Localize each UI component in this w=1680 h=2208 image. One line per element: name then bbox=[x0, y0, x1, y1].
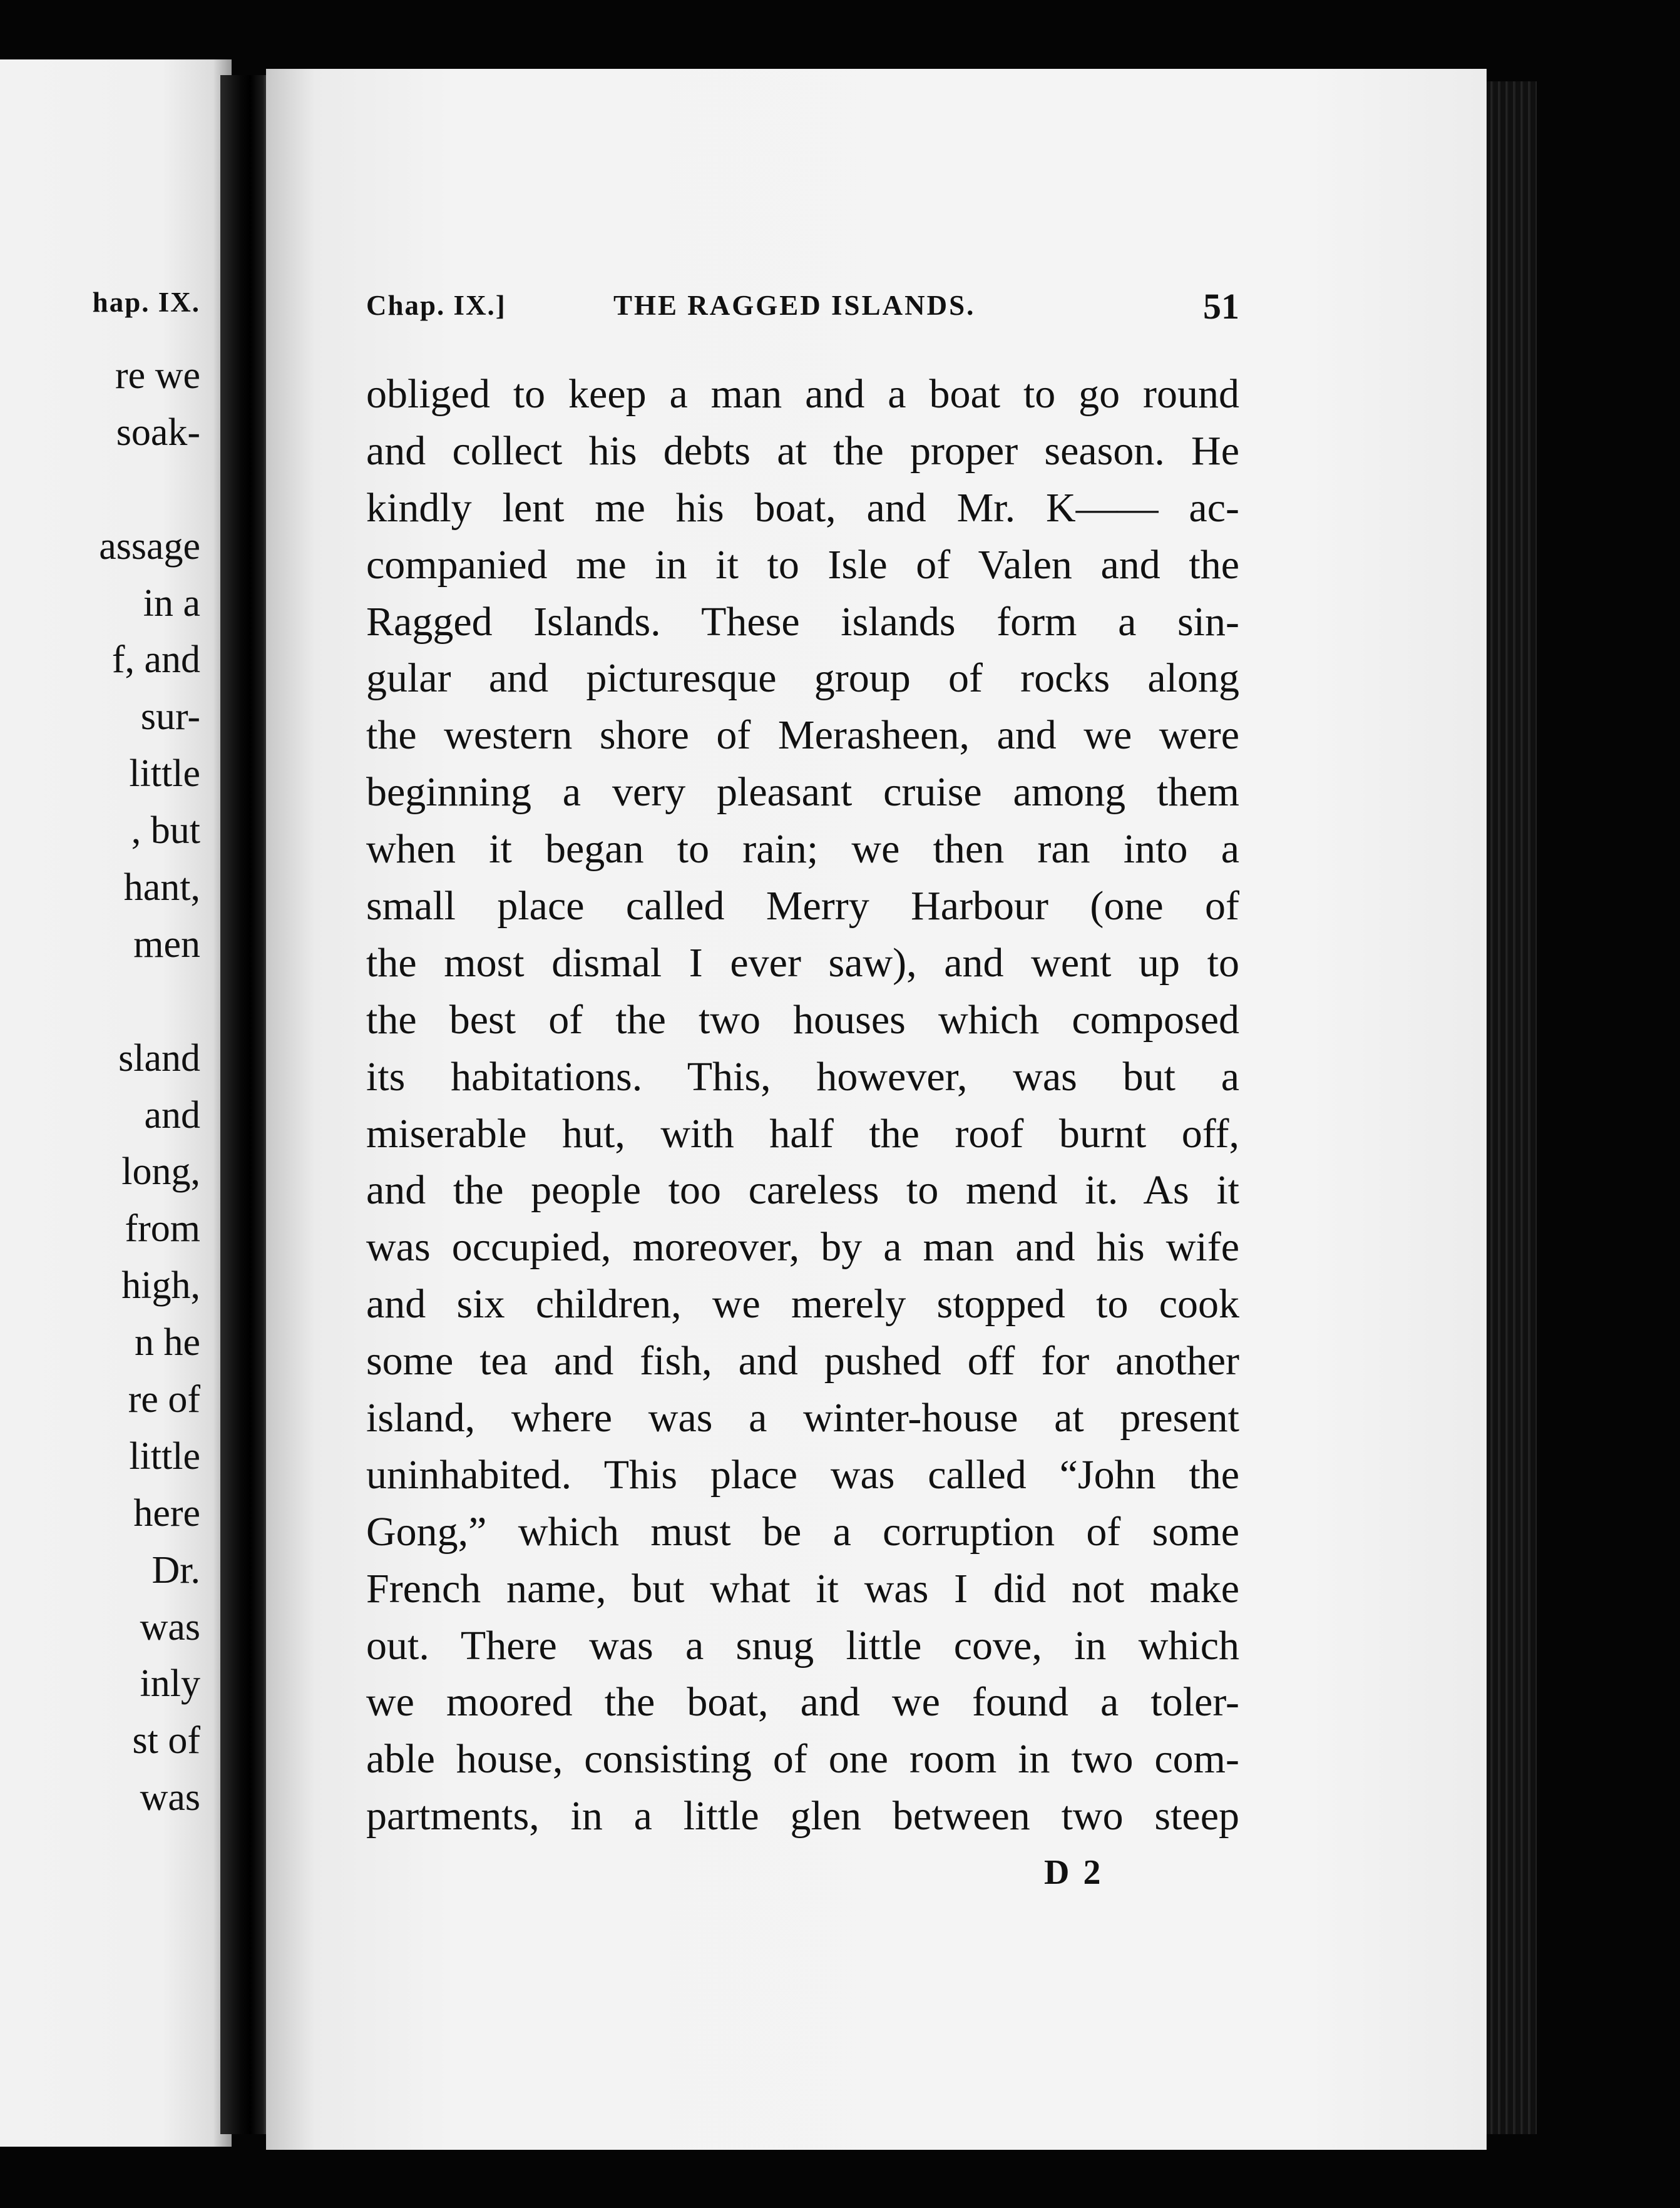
left-page-line: hant, bbox=[123, 866, 200, 909]
text-line: kindly lent me his boat, and Mr. K—— ac- bbox=[366, 484, 1239, 531]
text-line: Ragged Islands. These islands form a sin- bbox=[366, 598, 1239, 645]
left-page-line: in a bbox=[143, 581, 200, 625]
left-page-line: sland bbox=[118, 1036, 200, 1080]
text-line: was occupied, moreover, by a man and his wife bbox=[366, 1224, 1239, 1270]
text-line: the western shore of Merasheen, and we were bbox=[366, 712, 1239, 759]
left-page-line: little bbox=[129, 1434, 200, 1478]
text-line: the most dismal I ever saw), and went up to bbox=[366, 939, 1239, 986]
text-line: and collect his debts at the proper season. He bbox=[366, 427, 1239, 474]
left-page-line: sur- bbox=[140, 695, 200, 739]
left-page-line: long, bbox=[121, 1150, 200, 1193]
text-line: French name, but what it was I did not make bbox=[366, 1565, 1239, 1612]
left-page-line: from bbox=[125, 1207, 200, 1250]
text-line: gular and picturesque group of rocks along bbox=[366, 655, 1239, 702]
chapter-label: Chap. IX.] bbox=[366, 290, 506, 321]
text-line: uninhabited. This place was called “John the bbox=[366, 1451, 1239, 1498]
left-page-line: re of bbox=[128, 1378, 200, 1421]
text-line: when it began to rain; we then ran into a bbox=[366, 826, 1239, 872]
text-line: out. There was a snug little cove, in which bbox=[366, 1622, 1239, 1669]
body-text bbox=[366, 366, 1239, 1845]
left-page-running-head: hap. IX. bbox=[92, 287, 200, 318]
left-page-line: re we bbox=[115, 354, 200, 397]
left-page-line: n he bbox=[134, 1321, 200, 1364]
left-page-line: little bbox=[129, 752, 200, 795]
signature-mark: D 2 bbox=[1044, 1853, 1104, 1892]
page-number: 51 bbox=[1203, 286, 1239, 327]
left-page-text bbox=[99, 347, 200, 1826]
left-page-line: was bbox=[140, 1605, 200, 1648]
left-facing-page bbox=[0, 59, 232, 2147]
page-edges bbox=[1487, 81, 1537, 2134]
text-line: and six children, we merely stopped to cook bbox=[366, 1281, 1239, 1327]
chapter-title: THE RAGGED ISLANDS. bbox=[613, 290, 976, 321]
left-page-line: was bbox=[140, 1776, 200, 1819]
left-page-line: high, bbox=[121, 1264, 200, 1307]
text-line: miserable hut, with half the roof burnt off, bbox=[366, 1110, 1239, 1157]
text-line: island, where was a winter-house at present bbox=[366, 1395, 1239, 1441]
text-line: some tea and fish, and pushed off for another bbox=[366, 1338, 1239, 1384]
left-page-line: inly bbox=[140, 1662, 200, 1705]
text-line: the best of the two houses which composed bbox=[366, 996, 1239, 1043]
left-page-line: st of bbox=[132, 1719, 200, 1762]
left-page-line: here bbox=[133, 1491, 200, 1535]
left-page-line: f, and bbox=[111, 638, 200, 682]
left-page-line: and bbox=[144, 1093, 200, 1137]
text-line: companied me in it to Isle of Valen and the bbox=[366, 541, 1239, 588]
left-page-line: assage bbox=[99, 524, 200, 568]
book-gutter bbox=[220, 75, 270, 2134]
text-line: we moored the boat, and we found a toler- bbox=[366, 1679, 1239, 1725]
text-line: small place called Merry Harbour (one of bbox=[366, 883, 1239, 929]
text-line: obliged to keep a man and a boat to go round bbox=[366, 371, 1239, 417]
text-line: able house, consisting of one room in two com- bbox=[366, 1736, 1239, 1782]
running-head bbox=[366, 286, 1239, 327]
left-page-line: Dr. bbox=[151, 1548, 200, 1592]
text-line: its habitations. This, however, was but a bbox=[366, 1053, 1239, 1100]
text-line: Gong,” which must be a corruption of some bbox=[366, 1508, 1239, 1555]
left-page-line: , but bbox=[131, 809, 200, 852]
text-line: and the people too careless to mend it. As it bbox=[366, 1167, 1239, 1214]
text-line: partments, in a little glen between two steep bbox=[366, 1793, 1239, 1839]
left-page-line: men bbox=[133, 923, 200, 966]
text-line: beginning a very pleasant cruise among them bbox=[366, 769, 1239, 815]
left-page-line: soak- bbox=[116, 411, 200, 454]
